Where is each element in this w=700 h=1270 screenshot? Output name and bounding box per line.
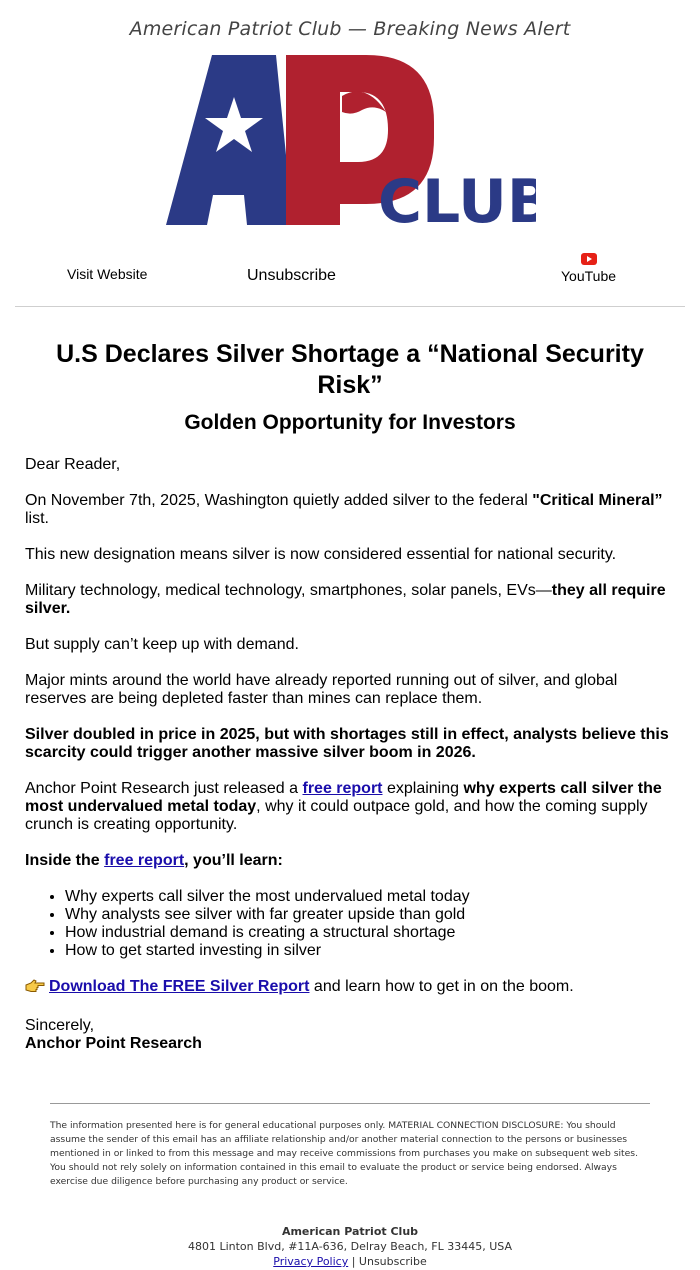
disclaimer-text: The information presented here is for general educational purposes only. MATERIAL CONNECTION DISCLOSURE: You should assume the sender of this email has an affiliate relationship and/or another material connection to the persons or businesses mentioned in or linked to from this message and may receive commissions from purchases you make on subsequent web sites. You should not rely solely on information contained in this email to evaluate the product or service being endorsed. Always exercise due diligence before purchasing any product or service. (50, 1120, 638, 1187)
list-item: • How industrial demand is creating a structural shortage (65, 924, 675, 942)
bottom-divider (50, 1103, 650, 1104)
subheadline: Golden Opportunity for Investors (184, 411, 516, 434)
paragraph-2: This new designation means silver is now considered essential for national security. (25, 546, 617, 563)
paragraph-3: Military technology, medical technology, smartphones, solar panels, EVs—they all require silver. (25, 582, 666, 617)
paragraph-4: But supply can’t keep up with demand. (25, 636, 299, 653)
paragraph-6: Silver doubled in price in 2025, but with shortages still in effect, analysts believe this scarcity could trigger another massive silver boom in 2026. (25, 726, 669, 761)
footer (0, 1224, 700, 1269)
paragraph-5: Major mints around the world have already reported running out of silver, and global reserves are being depleted faster than mines can replace them. (25, 672, 618, 707)
list-item: • Why analysts see silver with far greater upside than gold (65, 906, 675, 924)
visit-website-link[interactable]: Visit Website (67, 266, 148, 282)
paragraph-7: Anchor Point Research just released a free report explaining why experts call silver the most undervalued metal today, why it could outpace gold, and how the coming supply crunch is creating opportunity. (25, 780, 662, 833)
footer-org: American Patriot Club (281, 1225, 419, 1238)
signoff: Sincerely, Anchor Point Research (25, 1017, 202, 1052)
footer-links: Privacy Policy | Unsubscribe (273, 1255, 427, 1268)
youtube-link[interactable]: YouTube (561, 268, 617, 284)
download-report-link[interactable]: Download The FREE Silver Report (49, 978, 310, 995)
footer-address: 4801 Linton Blvd, #11A-636, Delray Beach, FL 33445, USA (187, 1240, 513, 1253)
top-divider (15, 306, 685, 307)
unsubscribe-link[interactable]: Unsubscribe (247, 267, 336, 284)
ap-club-logo (166, 52, 536, 232)
free-report-link-2[interactable]: free report (104, 852, 185, 869)
headline: U.S Declares Silver Shortage a “National Security Risk” (56, 340, 644, 399)
free-report-link[interactable]: free report (302, 780, 383, 797)
inside-report-heading: Inside the free report, you’ll learn: (25, 852, 283, 869)
pointing-hand-icon (25, 979, 45, 999)
paragraph-1: On November 7th, 2025, Washington quietly added silver to the federal "Critical Mineral” list. (25, 492, 663, 527)
svg-text:CLUB: CLUB (378, 167, 536, 227)
header-title: American Patriot Club — Breaking News Alert (129, 18, 571, 40)
list-item: • How to get started investing in silver (65, 942, 675, 960)
cta-line: Download The FREE Silver Report and learn how to get in on the boom. (25, 978, 675, 999)
article-body (25, 456, 675, 1053)
privacy-policy-link[interactable]: Privacy Policy (273, 1255, 349, 1268)
bullet-list (25, 888, 675, 960)
signature: Anchor Point Research (25, 1035, 202, 1052)
footer-unsubscribe-link[interactable]: Unsubscribe (358, 1255, 427, 1268)
list-item: • Why experts call silver the most undervalued metal today (65, 888, 675, 906)
greeting: Dear Reader, (25, 456, 121, 473)
